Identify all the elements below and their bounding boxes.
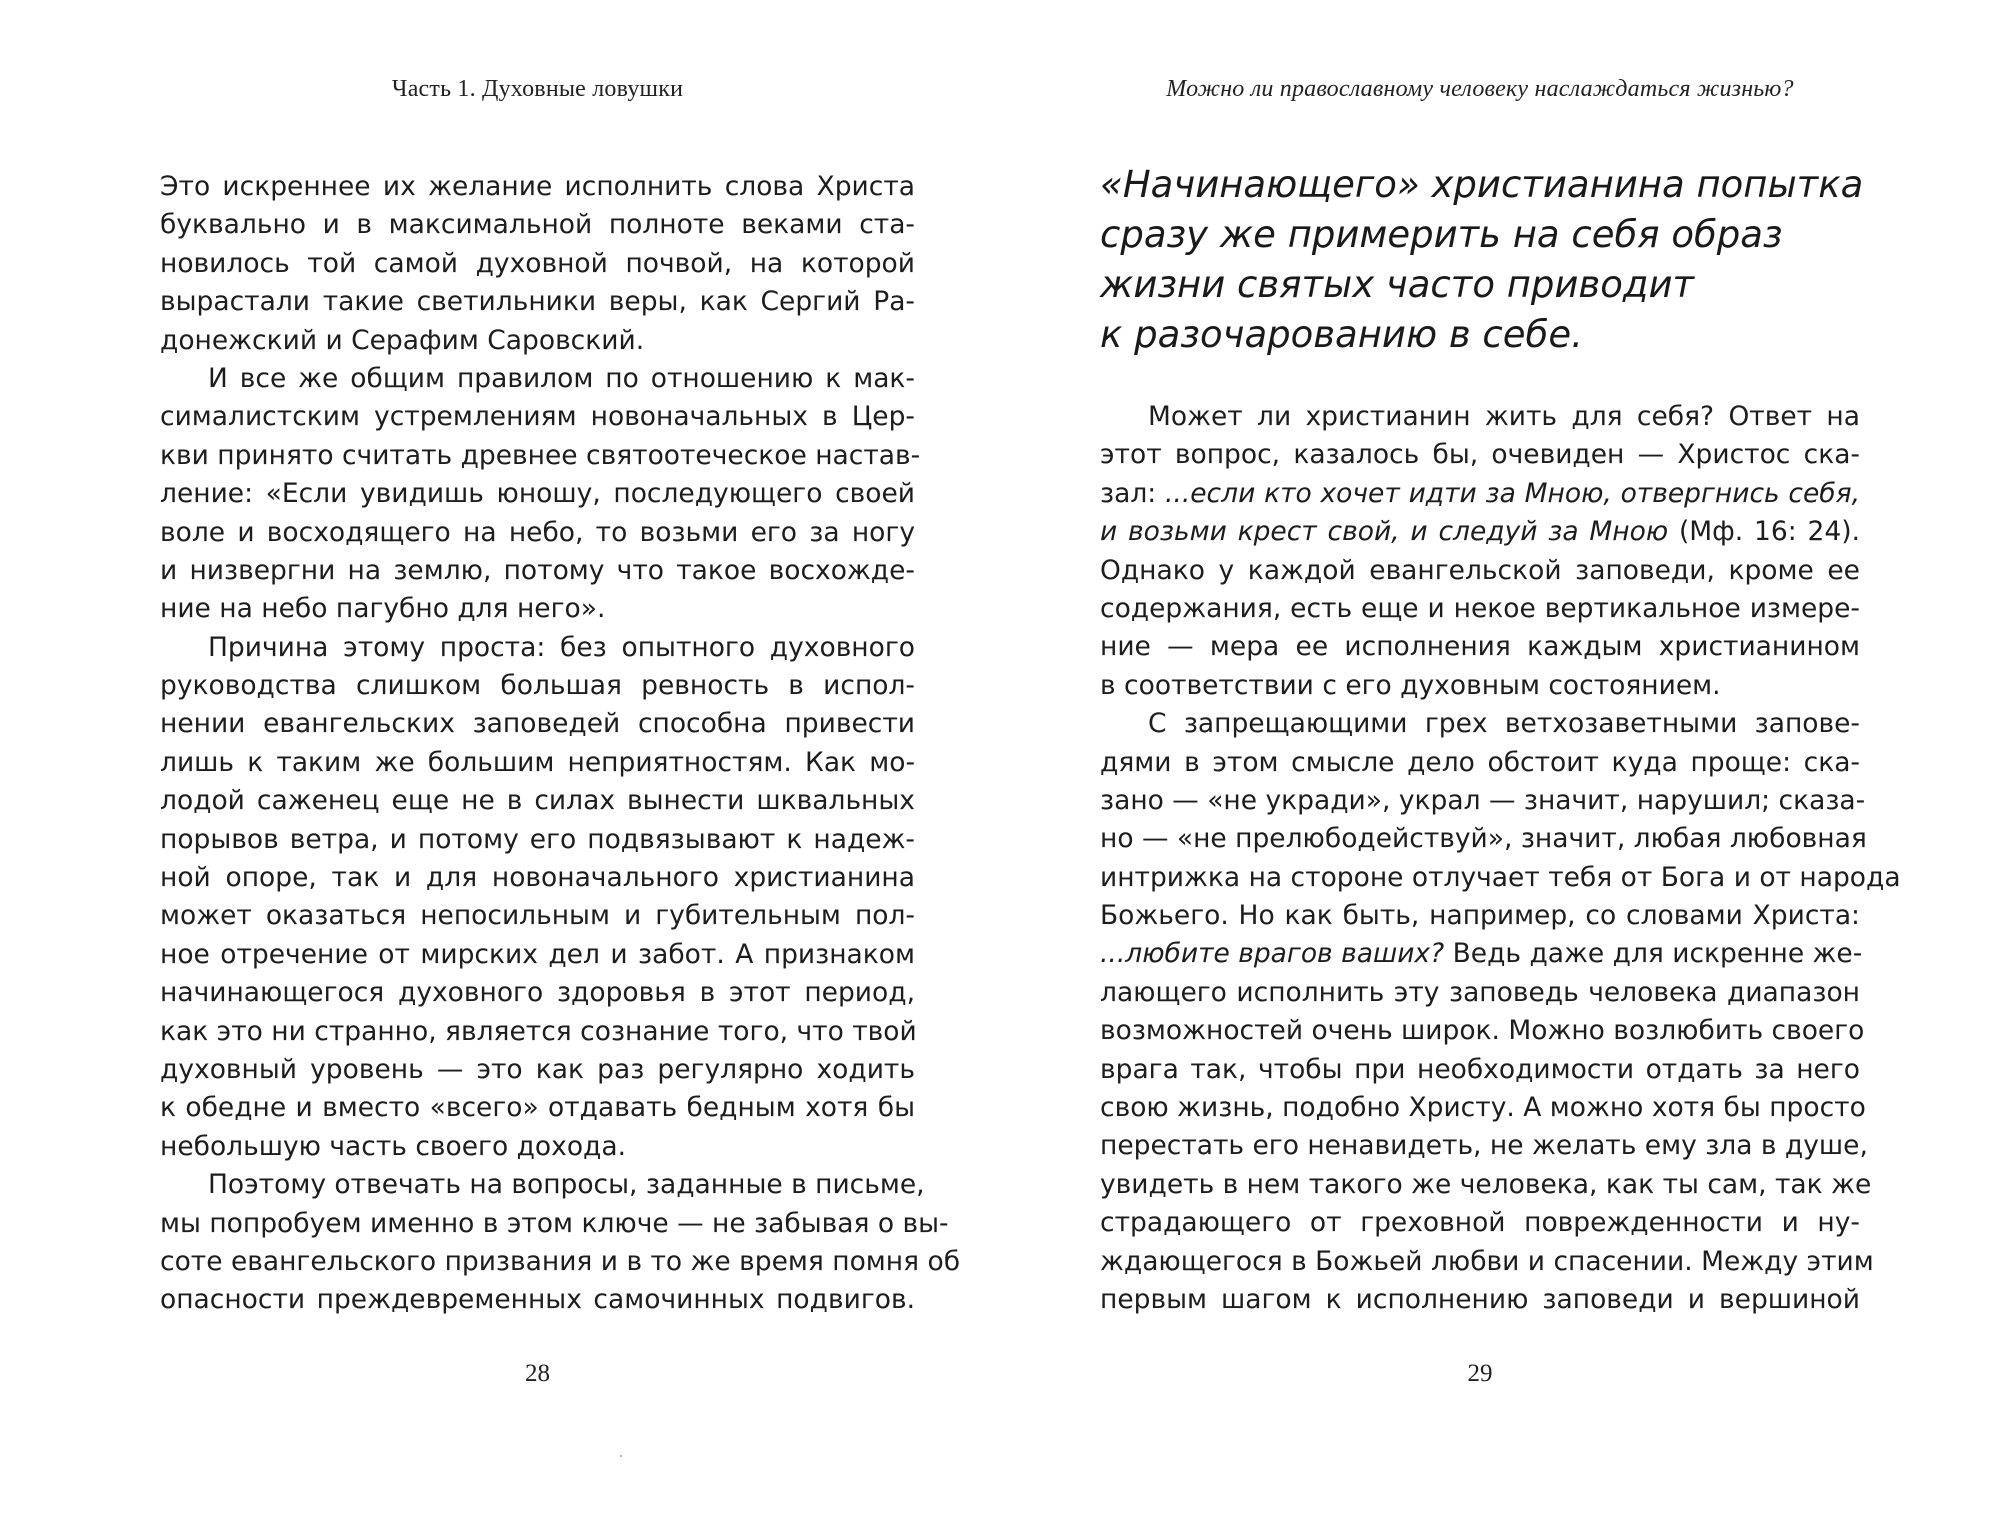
text-run: зал: — [1100, 477, 1165, 509]
text-line — [1100, 513, 1860, 551]
text-line: ное отречение от мирских дел и забот. А признаком — [160, 938, 915, 970]
text-line: первым шагом к исполнению заповеди и вершиной — [1100, 1283, 1860, 1315]
text-line: и низвергни на землю, потому что такое восхожде- — [160, 554, 915, 586]
text-line: соте евангельского призвания и в то же время помня об — [160, 1245, 961, 1277]
text-line: дями в этом смысле дело обстоит куда проще: ска- — [1100, 746, 1860, 778]
text-line: вырастали такие светильники веры, как Сергий Ра- — [160, 286, 915, 318]
text-line: Причина этому проста: без опытного духовного — [208, 631, 915, 663]
right-page-body — [1100, 398, 1901, 1319]
text-line: интрижка на стороне отлучает тебя от Бога и от народа — [1100, 861, 1901, 893]
text-line: ние — мера ее исполнения каждым христианином — [1100, 631, 1860, 663]
text-line: Божьего. Но как быть, например, со словами Христа: — [1100, 900, 1860, 932]
text-run: Ведь даже для искренне же- — [1444, 938, 1863, 970]
text-line: порывов ветра, и потому его подвязывают к надеж- — [160, 823, 915, 855]
text-line: мы попробуем именно в этом ключе — не забывая о вы- — [160, 1207, 949, 1239]
text-line: ние на небо пагубно для него». — [160, 593, 606, 625]
text-line: буквально и в максимальной полноте веками ста- — [160, 209, 915, 241]
text-line: этот вопрос, казалось бы, очевиден — Христос ска- — [1100, 439, 1860, 471]
text-line: И все же общим правилом по отношению к мак- — [208, 362, 915, 394]
text-line: донежский и Серафим Саровский. — [160, 324, 645, 356]
pull-quote-line: сразу же примерить на себя образ — [1100, 213, 1783, 256]
text-line: ной опоре, так и для новоначального христианина — [160, 862, 915, 894]
text-line: свою жизнь, подобно Христу. А можно хотя бы просто — [1100, 1092, 1866, 1124]
text-line: как это ни странно, является сознание того, что твой — [160, 1015, 917, 1047]
text-line: Это искреннее их желание исполнить слова Христа — [160, 171, 915, 202]
text-line: кви принято считать древнее святоотеческое настав- — [160, 439, 921, 471]
left-page — [160, 0, 961, 1534]
text-line: нении евангельских заповедей способна привести — [160, 708, 915, 740]
text-line: зано — «не укради», украл — значит, нарушил; сказа- — [1100, 784, 1866, 816]
text-line: увидеть в нем такого же человека, как ты сам, так же — [1100, 1168, 1872, 1200]
running-head-right: Можно ли православному человеку наслаждаться жизнью? — [1166, 76, 1794, 102]
text-line: может оказаться непосильным и губительным пол- — [160, 900, 915, 932]
text-line: к обедне и вместо «всего» отдавать бедным хотя бы — [160, 1092, 915, 1124]
text-line: в соответствии с его духовным состоянием. — [1100, 669, 1721, 701]
text-line: духовный уровень — это как раз регулярно ходить — [160, 1053, 915, 1085]
text-line: страдающего от греховной поврежденности и ну- — [1100, 1207, 1860, 1239]
text-line: Однако у каждой евангельской заповеди, кроме ее — [1100, 554, 1860, 586]
text-line: С запрещающими грех ветхозаветными запове- — [1148, 708, 1860, 740]
scripture-quote: ...если кто хочет идти за Мною, отвергнись себя, — [1164, 477, 1860, 509]
left-page-body — [160, 168, 961, 1320]
page-number-right: 29 — [1467, 1360, 1493, 1387]
text-line: ждающегося в Божьей любви и спасении. Между этим — [1100, 1245, 1874, 1277]
text-line: воле и восходящего на небо, то возьми его за ногу — [160, 516, 915, 548]
text-line: но — «не прелюбодействуй», значит, любая любовная — [1100, 823, 1867, 855]
running-head-left: Часть 1. Духовные ловушки — [391, 76, 684, 102]
page-number-left: 28 — [525, 1360, 550, 1387]
text-line: лодой саженец еще не в силах вынести шквальных — [160, 785, 915, 817]
text-line: cималистским устремлениям новоначальных в Цер- — [160, 401, 915, 433]
pull-quote-line: жизни святых часто приводит — [1100, 263, 1695, 306]
pull-quote — [1100, 160, 1864, 360]
text-line: перестать его ненавидеть, не желать ему зла в душе, — [1100, 1130, 1868, 1162]
print-speck — [620, 1455, 622, 1457]
text-line: начинающегося духовного здоровья в этот период, — [160, 977, 915, 1009]
text-line: врага так, чтобы при необходимости отдать за него — [1100, 1053, 1860, 1085]
scripture-reference: (Мф. 16: 24). — [1668, 516, 1860, 548]
scripture-quote: и возьми крест свой, и следуй за Мною — [1100, 516, 1669, 548]
text-line: Может ли христианин жить для себя? Ответ на — [1148, 401, 1860, 432]
pull-quote-line: к разочарованию в себе. — [1100, 313, 1583, 356]
text-line: лающего исполнить эту заповедь человека диапазон — [1100, 976, 1860, 1008]
text-line: опасности преждевременных самочинных подвигов. — [160, 1284, 915, 1316]
text-line: Поэтому отвечать на вопросы, заданные в письме, — [208, 1169, 925, 1201]
text-line: небольшую часть своего дохода. — [160, 1130, 627, 1162]
text-line: новилось той самой духовной почвой, на которой — [160, 247, 915, 279]
text-line — [1100, 935, 1863, 973]
text-line: возможностей очень широк. Можно возлюбить своего — [1100, 1015, 1865, 1047]
text-line: содержания, есть еще и некое вертикальное измере- — [1100, 592, 1860, 624]
text-line: лишь к таким же большим неприятностям. Как мо- — [160, 746, 915, 778]
pull-quote-line: «Начинающего» христианина попытка — [1100, 163, 1864, 206]
text-line — [1100, 475, 1860, 513]
text-line: руководства слишком большая ревность в испол- — [160, 670, 915, 702]
scripture-quote: ...любите врагов ваших? — [1100, 938, 1445, 970]
text-line: ление: «Если увидишь юношу, последующего своей — [160, 478, 915, 510]
right-page — [1100, 0, 1901, 1534]
